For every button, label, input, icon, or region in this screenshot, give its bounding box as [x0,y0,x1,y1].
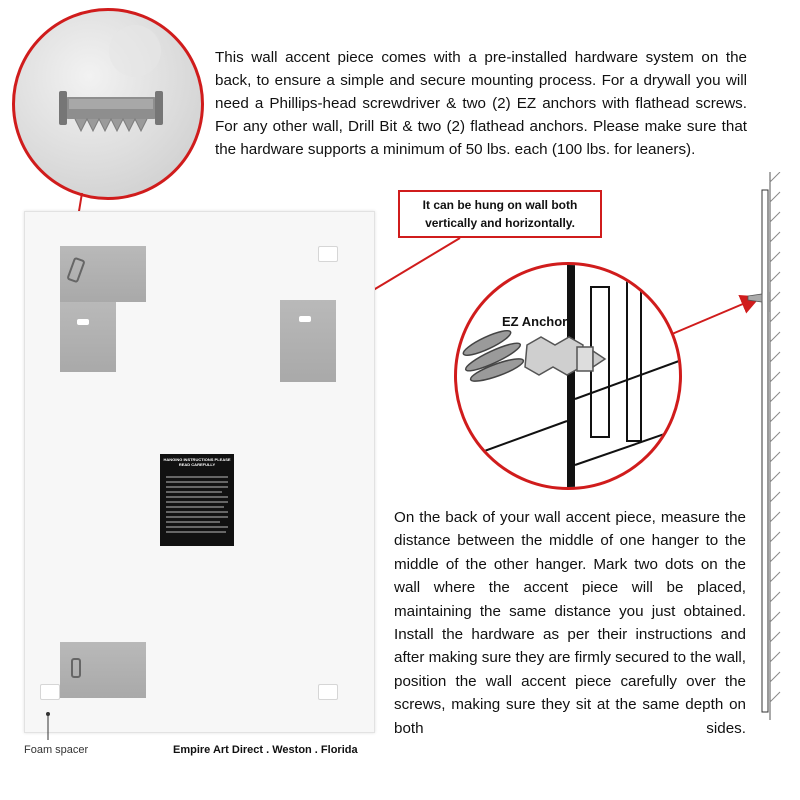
hanger-plate-top-left-lower [60,302,116,372]
ez-anchor-icon [457,265,679,487]
mounting-steps-paragraph: On the back of your wall accent piece, measure the distance between the middle of one hanger to the middle of the other hanger. Mark two dots on the wall where the accent piece will be placed, maintaining the same distance you just obtained. Install the hardware as per their instructions and after making sure they are firmly secured to the wall, position the wall accent piece carefully over the screws, making sure they sit at the same depth on both sides. [394,509,746,737]
foam-spacer-label: Foam spacer [24,744,89,756]
wall-side-view [740,172,790,720]
bracket-tab-icon [299,316,311,322]
foam-spacer [40,684,60,700]
keyhole-slot-icon [71,658,81,678]
label-text-lines [160,467,234,547]
bracket-tab-icon [77,319,89,325]
instruction-label [160,454,234,546]
brand-footer: Empire Art Direct . Weston . Florida [173,744,358,756]
orientation-callout: It can be hung on wall both vertically and horizontally. [398,190,602,238]
intro-paragraph: This wall accent piece comes with a pre-installed hardware system on the back, to ensure a simple and secure mounting process. For a drywall you will need a Phillips-head screwdriver & two (2) EZ anchors with flathead screws. For any other wall, Drill Bit & two (2) flathead anchors. Please make sure that the hardware supports a minimum of 50 lbs. each (100 lbs. for leaners). [215,49,747,158]
hanger-plate-right [280,300,336,382]
instruction-label-title: HANGING INSTRUCTIONS PLEASE READ CAREFULLY [163,457,231,467]
ez-anchor-label: EZ Anchor [502,314,568,329]
foam-spacer [318,246,338,262]
ez-anchor-zoom [454,262,682,490]
foam-spacer-pointer [44,712,52,742]
foam-spacer [318,684,338,700]
